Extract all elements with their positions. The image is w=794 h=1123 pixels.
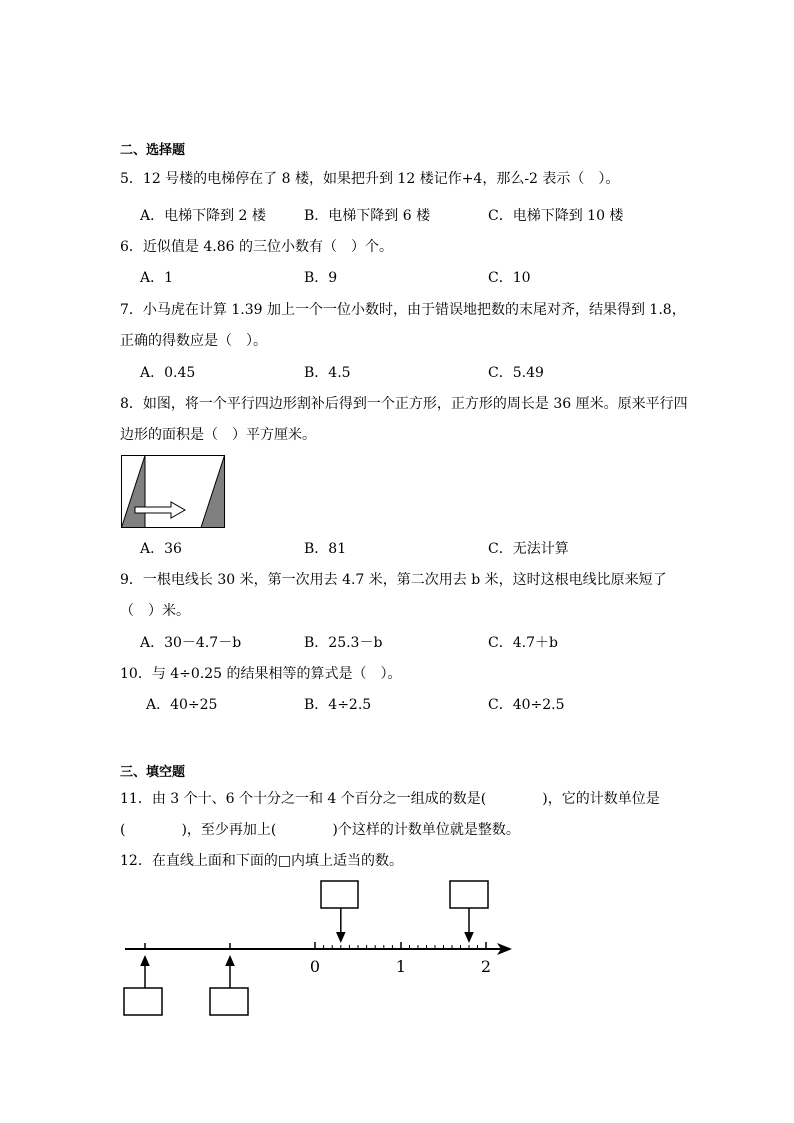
answer-box-lower-2[interactable] [210, 988, 248, 1015]
q7-option-b[interactable]: B．4.5 [304, 365, 351, 381]
section-title-choice: 二、选择题 [120, 143, 186, 158]
q10-option-b[interactable]: B．4÷2.5 [304, 697, 372, 713]
question-10-text: 10．与 4÷0.25 的结果相等的算式是（ ）。 [120, 666, 402, 682]
parallelogram-figure [121, 455, 225, 528]
q10-option-c[interactable]: C．40÷2.5 [488, 697, 565, 713]
question-11-line2: ( )，至少再加上( )个这样的计数单位就是整数。 [120, 822, 520, 838]
q8-option-c[interactable]: C．无法计算 [488, 541, 569, 557]
down-arrow-icon-2 [464, 932, 474, 943]
q7-option-a[interactable]: A．0.45 [140, 365, 196, 381]
q7-option-c[interactable]: C．5.49 [488, 365, 544, 381]
question-9-line2: （ ）米。 [120, 603, 190, 619]
question-8-line1: 8．如图，将一个平行四边形割补后得到一个正方形，正方形的周长是 36 厘米。原来平行四 [120, 396, 688, 412]
axis-label-1: 1 [395, 957, 407, 976]
section-title-fill-in: 三、填空题 [120, 765, 186, 780]
question-12-text: 12．在直线上面和下面的□内填上适当的数。 [120, 853, 404, 869]
answer-box-upper-2[interactable] [450, 881, 488, 908]
number-line-figure [0, 870, 794, 1030]
axis-label-2: 2 [480, 957, 492, 976]
axis-label-0: 0 [309, 957, 321, 976]
up-arrow-icon-1 [140, 955, 150, 966]
q6-option-a[interactable]: A．1 [140, 270, 174, 286]
down-arrow-icon-1 [336, 932, 346, 943]
question-7-line1: 7．小马虎在计算 1.39 加上一个一位小数时，由于错误地把数的末尾对齐，结果得到 1.8， [120, 302, 686, 318]
q9-option-b[interactable]: B．25.3－b [304, 635, 383, 651]
question-7-line2: 正确的得数应是（ ）。 [120, 333, 267, 349]
q5-option-b[interactable]: B．电梯下降到 6 楼 [304, 208, 431, 224]
answer-box-lower-1[interactable] [124, 988, 162, 1015]
q6-option-c[interactable]: C．10 [488, 270, 531, 286]
question-8-line2: 边形的面积是（ ）平方厘米。 [120, 427, 316, 443]
question-11-line1: 11．由 3 个十、6 个十分之一和 4 个百分之一组成的数是( )，它的计数单位是 [120, 791, 660, 807]
answer-box-upper-1[interactable] [321, 881, 358, 908]
q9-option-a[interactable]: A．30－4.7－b [140, 635, 242, 651]
q6-option-b[interactable]: B．9 [304, 270, 338, 286]
q5-option-a[interactable]: A．电梯下降到 2 楼 [140, 208, 266, 224]
q5-option-c[interactable]: C．电梯下降到 10 楼 [488, 208, 624, 224]
question-5-text: 5．12 号楼的电梯停在了 8 楼，如果把升到 12 楼记作+4，那么-2 表示（ ）。 [120, 171, 620, 187]
q8-option-a[interactable]: A．36 [140, 541, 182, 557]
q10-option-a[interactable]: A．40÷25 [146, 697, 218, 713]
q8-option-b[interactable]: B．81 [304, 541, 347, 557]
up-arrow-icon-2 [225, 955, 235, 966]
question-9-line1: 9．一根电线长 30 米，第一次用去 4.7 米，第二次用去 b 米，这时这根电线比原来短了 [120, 572, 667, 588]
question-6-text: 6．近似值是 4.86 的三位小数有（ ）个。 [120, 239, 393, 255]
q9-option-c[interactable]: C．4.7＋b [488, 635, 558, 651]
